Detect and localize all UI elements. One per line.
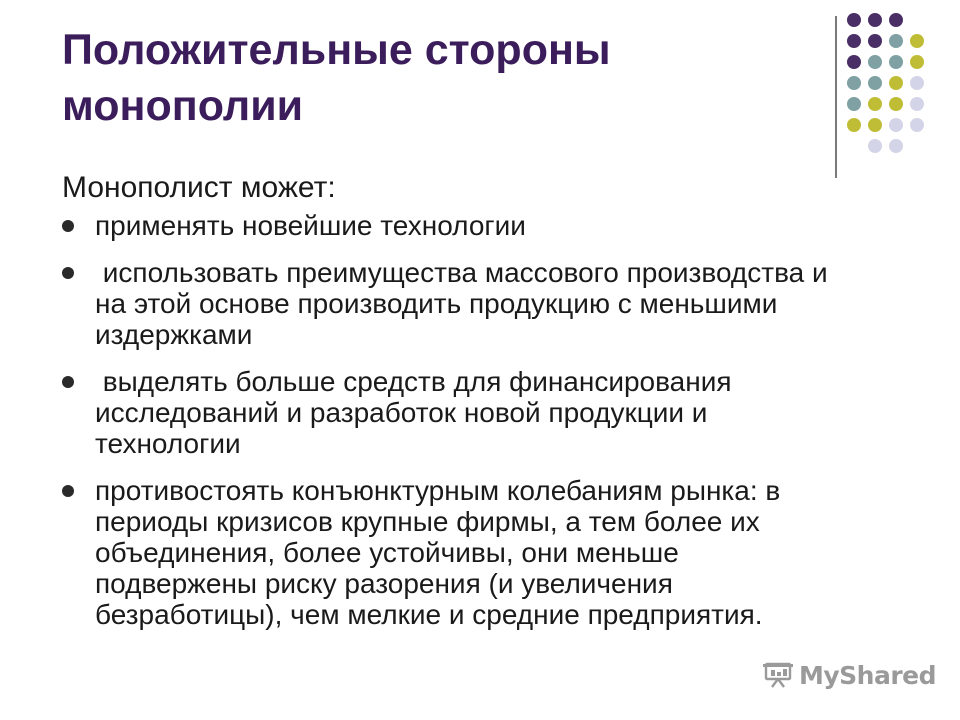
decorative-dot: [910, 118, 924, 132]
bullet-text: выделять больше средств для финансирования исследований и разработок новой продукции и технологии: [95, 366, 740, 459]
decorative-dot: [847, 118, 861, 132]
decorative-dot: [847, 55, 861, 69]
decorative-dot: [847, 34, 861, 48]
bullet-dot-icon: [62, 267, 74, 279]
decorative-dot: [868, 55, 882, 69]
bullet-item: [62, 366, 832, 459]
watermark: [763, 658, 936, 692]
decorative-dot: [868, 139, 882, 153]
bullet-text: использовать преимущества массового производства и на этой основе производить продукцию с меньшими издержками: [95, 257, 836, 350]
bullet-item: [62, 257, 836, 350]
decorative-dot: [868, 118, 882, 132]
decorative-dot: [889, 97, 903, 111]
decorative-dot: [868, 97, 882, 111]
decorative-dot: [889, 13, 903, 27]
bullet-list: [62, 210, 836, 646]
decorative-dot: [847, 13, 861, 27]
decorative-dot-grid: [847, 13, 957, 158]
title-divider: [835, 16, 837, 178]
decorative-dot: [868, 34, 882, 48]
decorative-dot: [910, 55, 924, 69]
decorative-dot: [889, 118, 903, 132]
decorative-dot: [889, 55, 903, 69]
decorative-dot: [847, 97, 861, 111]
bullet-item: [62, 210, 832, 241]
decorative-dot: [847, 76, 861, 90]
bullet-dot-icon: [62, 376, 74, 388]
decorative-dot: [910, 76, 924, 90]
intro-text: Монополист может:: [62, 171, 336, 204]
bullet-item: [62, 475, 832, 630]
presentation-board-icon: [763, 662, 793, 688]
bullet-text: применять новейшие технологии: [95, 210, 526, 241]
bullet-dot-icon: [62, 485, 74, 497]
bullet-dot-icon: [62, 220, 74, 232]
decorative-dot: [910, 97, 924, 111]
slide-title: Положительные стороны монополии: [62, 26, 611, 130]
decorative-dot: [868, 76, 882, 90]
watermark-text: MyShared: [799, 660, 937, 690]
decorative-dot: [889, 76, 903, 90]
decorative-dot: [889, 139, 903, 153]
decorative-dot: [868, 13, 882, 27]
decorative-dot: [889, 34, 903, 48]
bullet-text: противостоять конъюнктурным колебаниям рынка: в периоды кризисов крупные фирмы, а тем более их объединения, более устойчивы, они меньше подвержены риску разорения (и увеличения безработицы), чем мелкие и средние предприятия.: [95, 475, 789, 630]
decorative-dot: [910, 34, 924, 48]
